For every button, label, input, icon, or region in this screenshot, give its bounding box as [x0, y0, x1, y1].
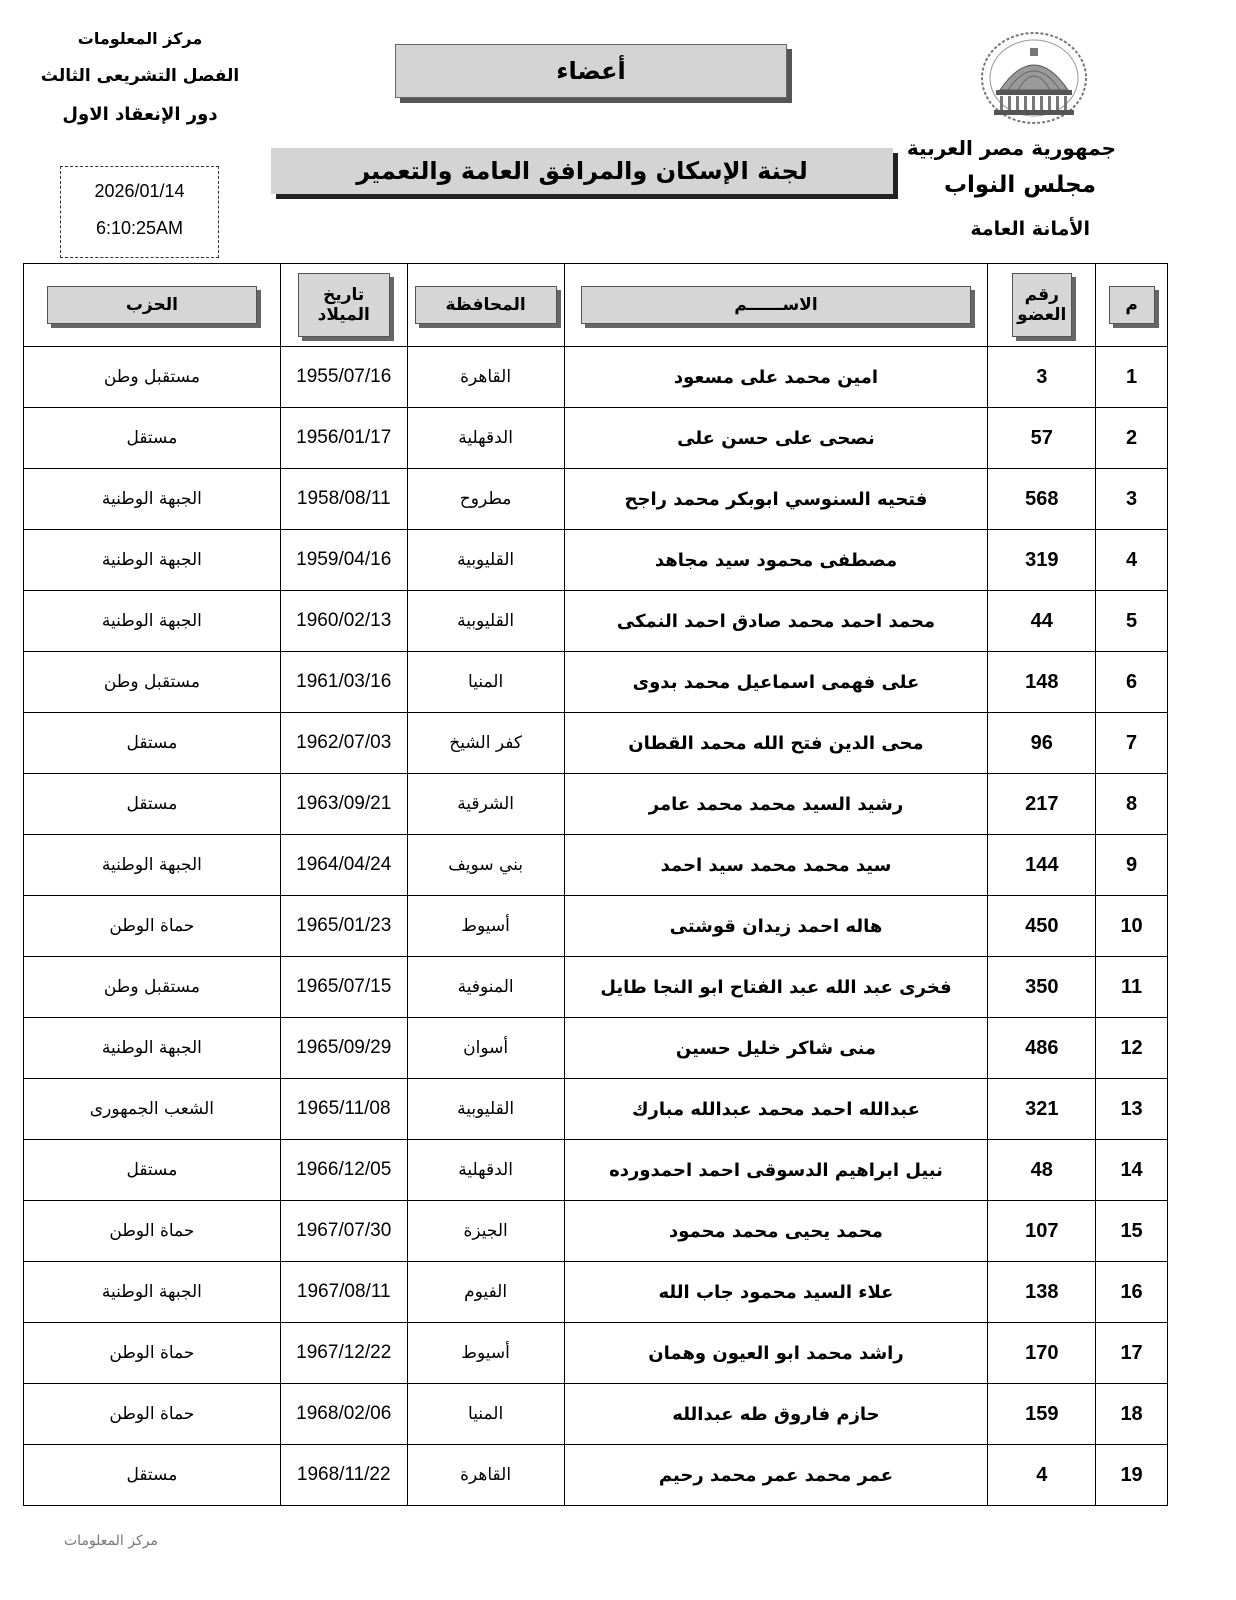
- cell-member-no: 138: [988, 1262, 1096, 1323]
- cell-birth-date: 1967/12/22: [280, 1323, 407, 1384]
- cell-governorate: الجيزة: [407, 1201, 564, 1262]
- print-time: 6:10:25AM: [95, 218, 184, 238]
- cell-party: مستقل: [24, 1445, 281, 1506]
- cell-governorate: مطروح: [407, 469, 564, 530]
- cell-index: 2: [1096, 408, 1168, 469]
- cell-member-no: 44: [988, 591, 1096, 652]
- cell-index: 13: [1096, 1079, 1168, 1140]
- cell-name: سيد محمد محمد سيد احمد: [564, 835, 988, 896]
- cell-governorate: المنيا: [407, 652, 564, 713]
- cell-index: 6: [1096, 652, 1168, 713]
- table-row: [24, 1262, 1168, 1323]
- legislative-term: الفصل التشريعى الثالث: [40, 66, 240, 86]
- cell-party: مستقل: [24, 713, 281, 774]
- table-row: [24, 896, 1168, 957]
- cell-name: مصطفى محمود سيد مجاهد: [564, 530, 988, 591]
- cell-member-no: 568: [988, 469, 1096, 530]
- cell-member-no: 107: [988, 1201, 1096, 1262]
- print-date: 2026/01/14: [94, 181, 185, 201]
- column-header-birth-date: تاريخ الميلاد: [280, 264, 407, 347]
- footer-label: مركز المعلومات: [64, 1533, 158, 1549]
- cell-governorate: الفيوم: [407, 1262, 564, 1323]
- cell-name: امين محمد على مسعود: [564, 347, 988, 408]
- table-header-row: [24, 264, 1168, 347]
- cell-birth-date: 1963/09/21: [280, 774, 407, 835]
- cell-birth-date: 1962/07/03: [280, 713, 407, 774]
- cell-birth-date: 1961/03/16: [280, 652, 407, 713]
- table-row: [24, 530, 1168, 591]
- cell-name: هاله احمد زيدان قوشتى: [564, 896, 988, 957]
- table-row: [24, 469, 1168, 530]
- table-row: [24, 1140, 1168, 1201]
- cell-governorate: بني سويف: [407, 835, 564, 896]
- cell-index: 8: [1096, 774, 1168, 835]
- cell-party: حماة الوطن: [24, 896, 281, 957]
- info-center-label: مركز المعلومات: [77, 29, 203, 48]
- members-table: [23, 263, 1168, 1506]
- cell-name: محمد يحيى محمد محمود: [564, 1201, 988, 1262]
- cell-birth-date: 1965/01/23: [280, 896, 407, 957]
- cell-governorate: القليوبية: [407, 1079, 564, 1140]
- cell-governorate: القاهرة: [407, 1445, 564, 1506]
- cell-birth-date: 1956/01/17: [280, 408, 407, 469]
- cell-party: الجبهة الوطنية: [24, 591, 281, 652]
- column-header-index: م: [1096, 264, 1168, 347]
- cell-birth-date: 1967/07/30: [280, 1201, 407, 1262]
- cell-index: 1: [1096, 347, 1168, 408]
- cell-index: 3: [1096, 469, 1168, 530]
- cell-birth-date: 1955/07/16: [280, 347, 407, 408]
- cell-birth-date: 1967/08/11: [280, 1262, 407, 1323]
- table-row: [24, 774, 1168, 835]
- cell-member-no: 144: [988, 835, 1096, 896]
- cell-index: 16: [1096, 1262, 1168, 1323]
- cell-member-no: 450: [988, 896, 1096, 957]
- cell-index: 12: [1096, 1018, 1168, 1079]
- cell-member-no: 217: [988, 774, 1096, 835]
- cell-party: مستقل: [24, 408, 281, 469]
- cell-member-no: 486: [988, 1018, 1096, 1079]
- cell-index: 15: [1096, 1201, 1168, 1262]
- cell-party: حماة الوطن: [24, 1384, 281, 1445]
- table-row: [24, 1384, 1168, 1445]
- table-row: [24, 1079, 1168, 1140]
- table-row: [24, 835, 1168, 896]
- column-header-name: الاســــــم: [564, 264, 988, 347]
- cell-member-no: 57: [988, 408, 1096, 469]
- cell-name: فخرى عبد الله عبد الفتاح ابو النجا طايل: [564, 957, 988, 1018]
- cell-index: 4: [1096, 530, 1168, 591]
- table-row: [24, 1445, 1168, 1506]
- cell-name: نصحى على حسن على: [564, 408, 988, 469]
- cell-party: مستقبل وطن: [24, 957, 281, 1018]
- cell-member-no: 3: [988, 347, 1096, 408]
- cell-governorate: الدقهلية: [407, 408, 564, 469]
- table-row: [24, 1323, 1168, 1384]
- cell-member-no: 4: [988, 1445, 1096, 1506]
- cell-governorate: القليوبية: [407, 591, 564, 652]
- cell-name: محى الدين فتح الله محمد القطان: [564, 713, 988, 774]
- cell-member-no: 350: [988, 957, 1096, 1018]
- cell-name: عبدالله احمد محمد عبدالله مبارك: [564, 1079, 988, 1140]
- cell-party: الجبهة الوطنية: [24, 835, 281, 896]
- cell-member-no: 321: [988, 1079, 1096, 1140]
- cell-party: مستقبل وطن: [24, 347, 281, 408]
- cell-index: 7: [1096, 713, 1168, 774]
- table-row: [24, 1201, 1168, 1262]
- cell-birth-date: 1965/07/15: [280, 957, 407, 1018]
- column-header-party: الحزب: [24, 264, 281, 347]
- cell-party: مستقل: [24, 1140, 281, 1201]
- cell-name: رشيد السيد محمد محمد عامر: [564, 774, 988, 835]
- cell-governorate: القاهرة: [407, 347, 564, 408]
- cell-birth-date: 1968/02/06: [280, 1384, 407, 1445]
- table-row: [24, 591, 1168, 652]
- cell-birth-date: 1958/08/11: [280, 469, 407, 530]
- cell-name: منى شاكر خليل حسين: [564, 1018, 988, 1079]
- cell-party: الشعب الجمهورى: [24, 1079, 281, 1140]
- table-row: [24, 957, 1168, 1018]
- cell-index: 5: [1096, 591, 1168, 652]
- cell-governorate: أسيوط: [407, 896, 564, 957]
- cell-governorate: المنوفية: [407, 957, 564, 1018]
- cell-birth-date: 1965/11/08: [280, 1079, 407, 1140]
- cell-birth-date: 1968/11/22: [280, 1445, 407, 1506]
- parliament-name: مجلس النواب: [943, 172, 1096, 198]
- cell-index: 14: [1096, 1140, 1168, 1201]
- column-header-governorate: المحافظة: [407, 264, 564, 347]
- cell-party: مستقل: [24, 774, 281, 835]
- cell-party: الجبهة الوطنية: [24, 530, 281, 591]
- cell-party: الجبهة الوطنية: [24, 469, 281, 530]
- cell-index: 18: [1096, 1384, 1168, 1445]
- table-row: [24, 1018, 1168, 1079]
- cell-member-no: 148: [988, 652, 1096, 713]
- table-row: [24, 652, 1168, 713]
- cell-party: حماة الوطن: [24, 1201, 281, 1262]
- cell-name: فتحيه السنوسي ابوبكر محمد راجح: [564, 469, 988, 530]
- cell-party: حماة الوطن: [24, 1323, 281, 1384]
- cell-index: 17: [1096, 1323, 1168, 1384]
- cell-governorate: المنيا: [407, 1384, 564, 1445]
- cell-index: 9: [1096, 835, 1168, 896]
- cell-governorate: الدقهلية: [407, 1140, 564, 1201]
- table-row: [24, 408, 1168, 469]
- cell-governorate: الشرقية: [407, 774, 564, 835]
- cell-index: 19: [1096, 1445, 1168, 1506]
- cell-name: نبيل ابراهيم الدسوقى احمد احمدورده: [564, 1140, 988, 1201]
- cell-governorate: القليوبية: [407, 530, 564, 591]
- cell-party: الجبهة الوطنية: [24, 1262, 281, 1323]
- cell-name: محمد احمد محمد صادق احمد النمكى: [564, 591, 988, 652]
- cell-birth-date: 1965/09/29: [280, 1018, 407, 1079]
- cell-party: مستقبل وطن: [24, 652, 281, 713]
- cell-member-no: 170: [988, 1323, 1096, 1384]
- cell-birth-date: 1960/02/13: [280, 591, 407, 652]
- cell-member-no: 319: [988, 530, 1096, 591]
- cell-name: علاء السيد محمود جاب الله: [564, 1262, 988, 1323]
- cell-birth-date: 1959/04/16: [280, 530, 407, 591]
- page-title: أعضاء: [395, 44, 787, 98]
- secretariat-name: الأمانة العامة: [970, 218, 1090, 240]
- cell-index: 10: [1096, 896, 1168, 957]
- parliament-logo-icon: [978, 30, 1090, 130]
- cell-governorate: أسوان: [407, 1018, 564, 1079]
- cell-name: حازم فاروق طه عبدالله: [564, 1384, 988, 1445]
- cell-name: على فهمى اسماعيل محمد بدوى: [564, 652, 988, 713]
- cell-member-no: 96: [988, 713, 1096, 774]
- cell-name: عمر محمد عمر محمد رحيم: [564, 1445, 988, 1506]
- cell-birth-date: 1966/12/05: [280, 1140, 407, 1201]
- cell-member-no: 159: [988, 1384, 1096, 1445]
- committee-title: لجنة الإسكان والمرافق العامة والتعمير: [271, 148, 893, 194]
- cell-governorate: أسيوط: [407, 1323, 564, 1384]
- table-row: [24, 347, 1168, 408]
- table-row: [24, 713, 1168, 774]
- print-timestamp-box: [60, 166, 219, 258]
- cell-name: راشد محمد ابو العيون وهمان: [564, 1323, 988, 1384]
- country-name: جمهورية مصر العربية: [906, 136, 1116, 160]
- session-label: دور الإنعقاد الاول: [62, 104, 218, 125]
- cell-birth-date: 1964/04/24: [280, 835, 407, 896]
- cell-party: الجبهة الوطنية: [24, 1018, 281, 1079]
- cell-governorate: كفر الشيخ: [407, 713, 564, 774]
- column-header-member-no: رقم العضو: [988, 264, 1096, 347]
- cell-member-no: 48: [988, 1140, 1096, 1201]
- cell-index: 11: [1096, 957, 1168, 1018]
